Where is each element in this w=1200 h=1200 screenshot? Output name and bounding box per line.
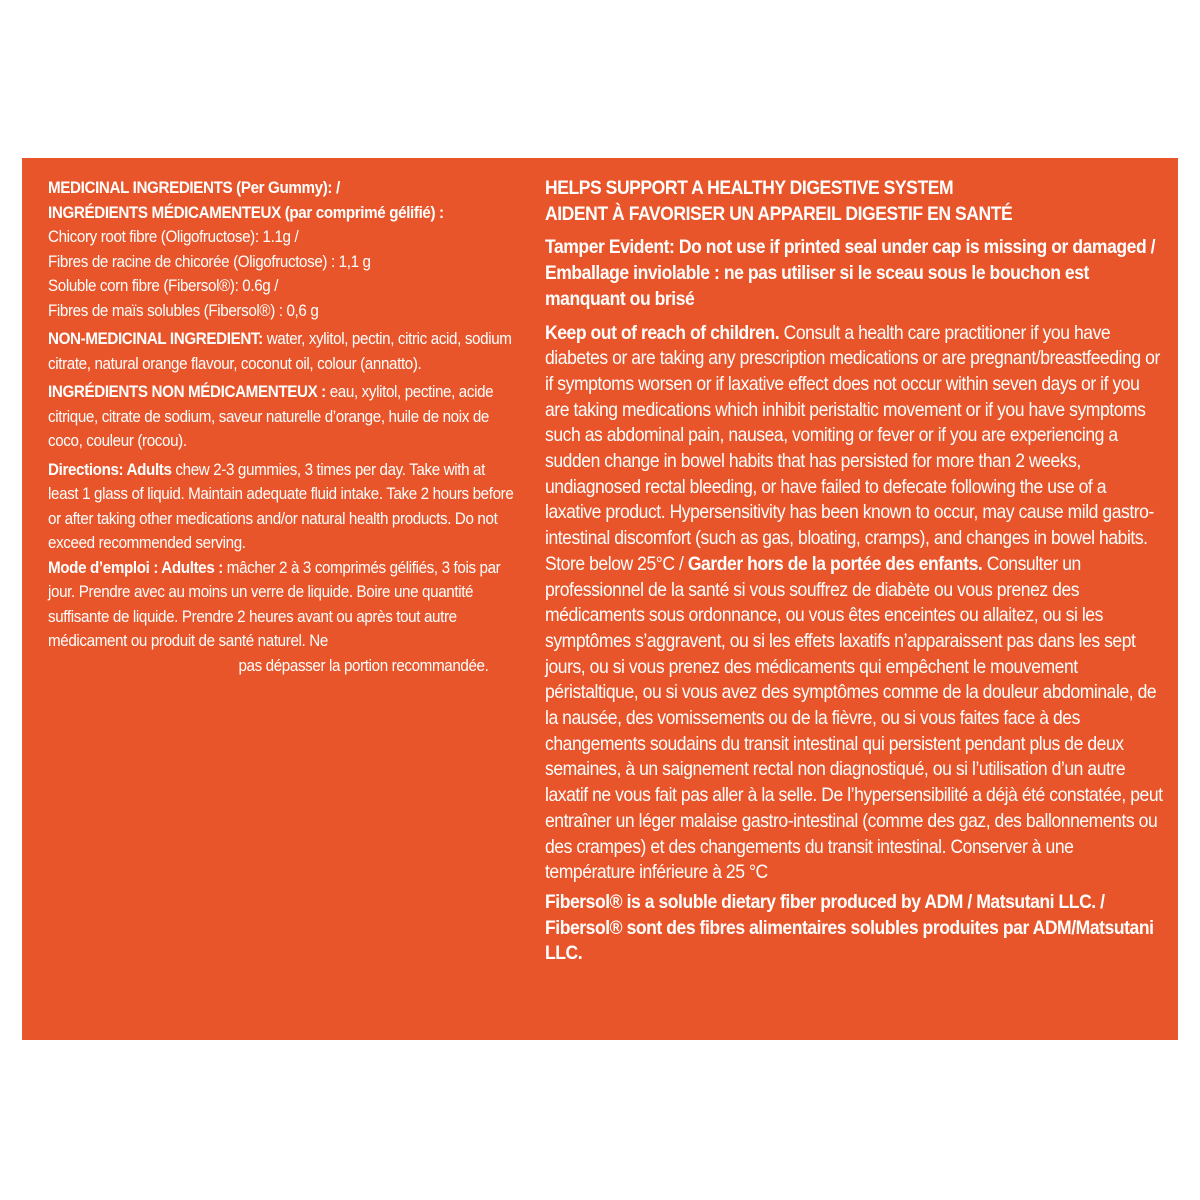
directions-text: chew 2-3 gummies, 3 times per day. Take with at least 1 glass of liquid. Maintain adequate fluid intake. Take 2 hours before or after taking other medications and/or natural health products. Do not exceed recommended serving. (48, 460, 514, 552)
tamper-evident-notice: Tamper Evident: Do not use if printed seal under cap is missing or damaged / Emballage inviolable : ne pas utiliser si le sceau sous le bouchon est manquant ou brisé (545, 236, 1156, 310)
non-medicinal-fr (48, 380, 515, 454)
right-column (545, 176, 1165, 971)
directions-adults: Adults (123, 460, 172, 479)
product-label-panel (22, 158, 1178, 1040)
mode-adults: Adultes : (158, 558, 223, 577)
headline-fr: AIDENT À FAVORISER UN APPAREIL DIGESTIF EN SANTÉ (545, 202, 1013, 225)
headline-en: HELPS SUPPORT A HEALTHY DIGESTIVE SYSTEM (545, 177, 954, 199)
chicory-fibre-fr: Fibres de racine de chicorée (Oligofructose) : 1,1 g (48, 252, 371, 271)
warnings-block (545, 321, 1164, 886)
left-column (48, 176, 518, 682)
fibersol-footnote: Fibersol® is a soluble dietary fiber produced by ADM / Matsutani LLC. / Fibersol® sont des fibres alimentaires solubles produites par ADM/Matsutani LLC. (545, 890, 1154, 965)
non-medicinal-en-text: water, xylitol, pectin, citric acid, sodium citrate, natural orange flavour, coconut oil, colour (annatto). (48, 330, 512, 373)
mode-label: Mode d’emploi : (48, 558, 159, 577)
medicinal-heading-en: MEDICINAL INGREDIENTS (Per Gummy): / (48, 179, 340, 197)
warning-bold-fr: Garder hors de la portée des enfants. (687, 552, 983, 575)
mode-tail: pas dépasser la portion recommandée. (238, 656, 489, 675)
warning-text-fr: Consulter un professionnel de la santé si vous souffrez de diabète ou vous prenez des médicaments sous ordonnance, ou vous êtes enceintes ou allaitez, ou si les symptômes s’aggravent, ou si les effets laxatifs n’apparaissent pas dans les sept jours, ou si vous prenez des médicaments qui empêchent le mouvement péristaltique, ou si vous avez des symptômes comme de la douleur abdominale, de la nausée, des vomissements ou de la fièvre, ou si vous faites face à des changements soudains du transit intestinal qui persistent pendant plus de deux semaines, à un saignement rectal non diagnostiqué, ou si l’utilisation d’un autre laxatif ne vous fait pas aller à la selle. De l’hypersensibilité a déjà été constatée, peut entraîner un léger malaise gastro-intestinal (comme des gaz, des ballonnements ou des crampes) et des changements du transit intestinal. Conserver à une température inférieure à 25 °C (545, 552, 1163, 884)
medicinal-heading-fr: INGRÉDIENTS MÉDICAMENTEUX (par comprimé gélifié) : (48, 203, 444, 222)
non-medicinal-en (48, 327, 515, 376)
directions-fr (48, 556, 515, 654)
corn-fibre-en: Soluble corn fibre (Fibersol®): 0.6g / (48, 277, 279, 295)
non-medicinal-fr-text: eau, xylitol, pectine, acide citrique, citrate de sodium, saveur naturelle d’orange, huile de noix de coco, couleur (rocou). (48, 383, 494, 450)
mode-text: mâcher 2 à 3 comprimés gélifiés, 3 fois par jour. Prendre avec au moins un verre de liquide. Boire une quantité suffisante de liquide. Prendre 2 heures avant ou après tout autre médicament ou produit de santé naturel. Ne (48, 558, 501, 650)
medicinal-ingredients-block (48, 176, 515, 323)
directions-en (48, 458, 515, 556)
chicory-fibre-en: Chicory root fibre (Oligofructose): 1.1g / (48, 228, 299, 246)
corn-fibre-fr: Fibres de maïs solubles (Fibersol®) : 0,6 g (48, 301, 319, 320)
headline (545, 176, 1164, 227)
directions-label: Directions: (48, 460, 124, 479)
warning-bold-en: Keep out of reach of children. (545, 321, 780, 344)
warning-text-en: Consult a health care practitioner if you have diabetes or are taking any prescription medications or are pregnant/breastfeeding or if symptoms worsen or if laxative effect does not occur within seven days or if you are taking medications which inhibit peristaltic movement or if you have symptoms such as abdominal pain, nausea, vomiting or fever or if you are experiencing a sudden change in bowel habits that has persisted for more than 2 weeks, undiagnosed rectal bleeding, or have failed to defecate following the use of a laxative product. Hypersensitivity has been known to occur, may cause mild gastro-intestinal discomfort (such as gas, bloating, cramps), and changes in bowel habits. Store below 25°C / (545, 321, 1160, 575)
non-medicinal-en-label: NON-MEDICINAL INGREDIENT: (48, 330, 263, 348)
non-medicinal-fr-label: INGRÉDIENTS NON MÉDICAMENTEUX : (48, 383, 326, 401)
